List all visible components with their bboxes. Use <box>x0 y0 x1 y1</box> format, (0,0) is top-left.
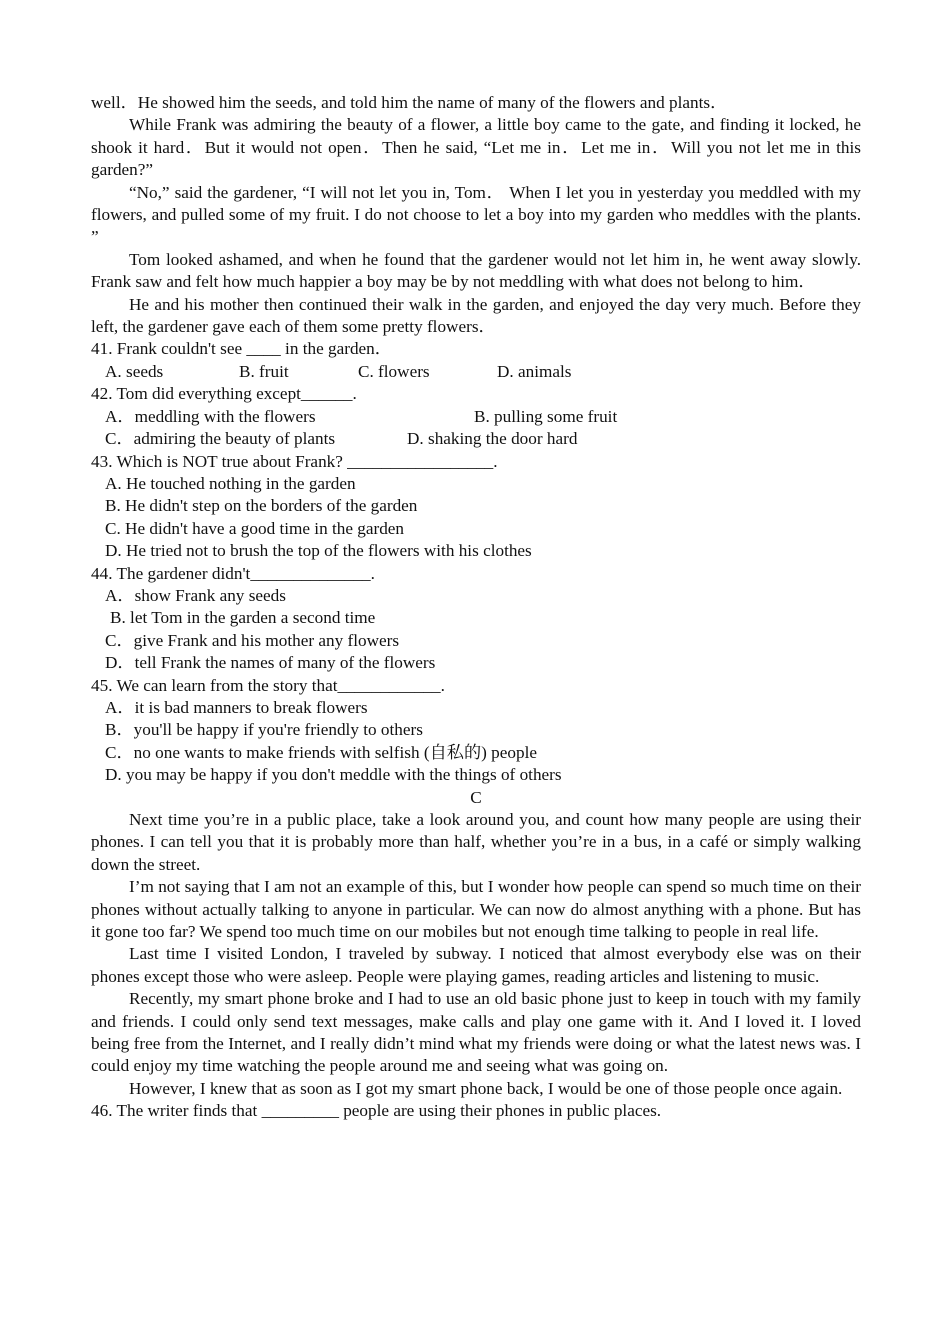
question-stem: 44. The gardener didn't______________. <box>91 563 375 583</box>
options-row <box>91 361 861 383</box>
passage-paragraph: He and his mother then continued their walk in the garden, and enjoyed the day very much. Before they left, the gardener gave each of them some pretty flowers． <box>91 294 861 337</box>
question-46-stem: 46. The writer finds that _________ people are using their phones in public places. <box>91 1101 662 1121</box>
passage-paragraph: I’m not saying that I am not an example of this, but I wonder how people can spend so much time on their phones without actually talking to anyone in particular. We can now do almost anything with a phone. But has it gone too far? We spend too much time on our mobiles but not enough time talking to people in real life. <box>91 877 861 942</box>
question-stem: 45. We can learn from the story that____________. <box>91 675 445 695</box>
option-a: A. He touched nothing in the garden <box>105 473 356 493</box>
option-c: C．admiring the beauty of plants <box>105 429 336 449</box>
option-c: C. flowers <box>358 361 430 381</box>
option-b: B．you'll be happy if you're friendly to others <box>105 720 423 740</box>
option-c: C. He didn't have a good time in the garden <box>105 518 405 538</box>
option-b: B. He didn't step on the borders of the garden <box>105 496 418 516</box>
option-d: D. He tried not to brush the top of the flowers with his clothes <box>105 541 532 561</box>
passage-paragraph: “No,” said the gardener, “I will not let you in, Tom． When I let you in yesterday you meddled with my flowers, and pulled some of my fruit. I do not choose to let a boy into my garden who meddles with the plants. ” <box>91 182 861 247</box>
option-d: D. you may be happy if you don't meddle with the things of others <box>105 765 562 785</box>
question-42 <box>91 383 861 450</box>
passage-paragraph: However, I knew that as soon as I got my smart phone back, I would be one of those people once again. <box>129 1078 843 1098</box>
passage-paragraph: Next time you’re in a public place, take a look around you, and count how many people are using their phones. I can tell you that it is probably more than half, whether you’re in a bus, in a café or simply walking down the street. <box>91 810 861 874</box>
option-a: A．show Frank any seeds <box>105 585 286 605</box>
option-b: B. pulling some fruit <box>474 406 618 426</box>
option-d: D．tell Frank the names of many of the flowers <box>105 653 436 673</box>
passage-paragraph: Tom looked ashamed, and when he found that the gardener would not let him in, he went away slowly. Frank saw and felt how much happier a boy may be by not meddling with what does not belong to him． <box>91 249 861 292</box>
passage-paragraph: Last time I visited London, I traveled by subway. I noticed that almost everybody else was on their phones except those who were asleep. People were playing games, reading articles and listening to music. <box>91 944 861 986</box>
passage-paragraph: well．He showed him the seeds, and told him the name of many of the flowers and plants． <box>91 93 728 112</box>
passage-paragraph: Recently, my smart phone broke and I had to use an old basic phone just to keep in touch with my family and friends. I could only send text messages, make calls and play one game with it. And I loved it. I loved being free from the Internet, and I really didn’t mind what my friends were doing or what the latest news was. I could enjoy my time watching the people around me and seeing what was going on. <box>91 989 861 1076</box>
options-row <box>91 428 861 450</box>
option-a: A．meddling with the flowers <box>105 406 316 426</box>
exam-page <box>91 92 861 1123</box>
question-41 <box>91 338 861 383</box>
section-heading: C <box>470 787 482 807</box>
question-stem: 43. Which is NOT true about Frank? _________________. <box>91 451 498 471</box>
question-stem: 41. Frank couldn't see ____ in the garden． <box>91 339 392 359</box>
option-d: D. shaking the door hard <box>407 429 578 449</box>
option-d: D. animals <box>497 361 572 381</box>
option-b: B. let Tom in the garden a second time <box>110 608 376 628</box>
option-a: A．it is bad manners to break flowers <box>105 697 368 717</box>
option-c: C．no one wants to make friends with selfish (自私的) people <box>105 742 537 762</box>
option-c: C．give Frank and his mother any flowers <box>105 630 400 650</box>
question-43 <box>91 451 861 563</box>
options-row <box>91 406 861 428</box>
option-b: B. fruit <box>239 361 289 381</box>
passage-paragraph: While Frank was admiring the beauty of a flower, a little boy came to the gate, and finding it locked, he shook it hard．But it would not open．Then he said, “Let me in．Let me in．Will you not let me in this garden?” <box>91 115 861 180</box>
question-45 <box>91 675 861 787</box>
option-a: A. seeds <box>105 361 164 381</box>
question-stem: 42. Tom did everything except______. <box>91 384 357 404</box>
question-44 <box>91 563 861 675</box>
